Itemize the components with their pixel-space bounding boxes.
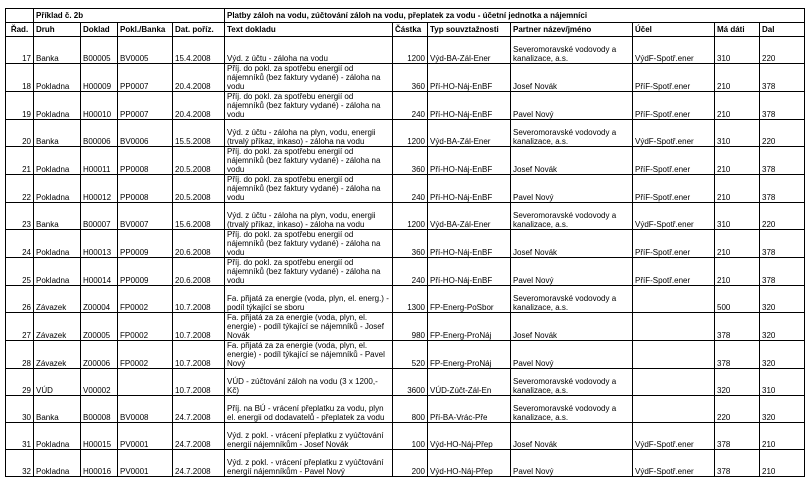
cell-partner[interactable]: Pavel Nový xyxy=(511,175,633,203)
cell-druh[interactable]: Pokladna xyxy=(34,175,81,203)
cell-druh[interactable]: Pokladna xyxy=(34,450,81,477)
cell-doklad[interactable]: Z00006 xyxy=(81,341,118,369)
cell-text-dokladu[interactable]: VÚD - zúčtování záloh na vodu (3 x 1200,- Kč) xyxy=(225,369,393,396)
cell-pokl-banka[interactable]: BV0006 xyxy=(118,120,173,147)
header-partner[interactable]: Partner název/jméno xyxy=(511,23,633,37)
cell-castka[interactable]: 3600 xyxy=(393,369,428,396)
cell-ucel[interactable]: VýdF-Spotř.ener xyxy=(633,120,715,147)
cell-dal[interactable]: 220 xyxy=(760,37,805,64)
table-row xyxy=(6,203,805,230)
cell-ma-dati[interactable]: 378 xyxy=(715,423,760,450)
cell-datum[interactable]: 10.7.2008 xyxy=(173,341,225,369)
cell-pokl-banka[interactable]: FP0002 xyxy=(118,313,173,341)
table-row xyxy=(6,450,805,477)
cell-typ-souvztaznosti[interactable]: Výd-BA-Zál-Ener xyxy=(428,203,511,230)
table-row xyxy=(6,341,805,369)
cell-rad[interactable]: 20 xyxy=(6,120,34,147)
cell-ucel[interactable] xyxy=(633,396,715,423)
cell-castka[interactable]: 360 xyxy=(393,147,428,175)
cell-castka[interactable]: 1200 xyxy=(393,120,428,147)
header-druh[interactable]: Druh xyxy=(34,23,81,37)
cell-ma-dati[interactable]: 320 xyxy=(715,369,760,396)
cell-doklad[interactable]: H00013 xyxy=(81,230,118,258)
cell-doklad[interactable]: B00008 xyxy=(81,396,118,423)
cell-rad[interactable]: 21 xyxy=(6,147,34,175)
cell-text-dokladu[interactable]: Příj. do pokl. za spotřebu energií od nájemníků (bez faktury vydané) - záloha na vodu xyxy=(225,64,393,92)
cell-rad[interactable]: 24 xyxy=(6,230,34,258)
cell-castka[interactable]: 1200 xyxy=(393,37,428,64)
cell-castka[interactable]: 200 xyxy=(393,450,428,477)
table-row xyxy=(6,175,805,203)
cell-partner[interactable]: Severomoravské vodovody a kanalizace, a.s. xyxy=(511,286,633,313)
cell-partner[interactable]: Severomoravské vodovody a kanalizace, a.s. xyxy=(511,203,633,230)
cell-datum[interactable]: 15.5.2008 xyxy=(173,120,225,147)
cell-ma-dati[interactable]: 210 xyxy=(715,147,760,175)
cell-typ-souvztaznosti[interactable]: Pří-BA-Vrác-Pře xyxy=(428,396,511,423)
header-pokl-banka[interactable]: Pokl./Banka xyxy=(118,23,173,37)
cell-partner[interactable]: Severomoravské vodovody a kanalizace, a.s. xyxy=(511,37,633,64)
cell-text-dokladu[interactable]: Fa. přijatá za za energie (voda, plyn, el. energie) - podíl týkající se nájemníků - Pavel Nový xyxy=(225,341,393,369)
table-row xyxy=(6,258,805,286)
cell-rad[interactable]: 18 xyxy=(6,64,34,92)
table-row xyxy=(6,396,805,423)
cell-rad[interactable]: 19 xyxy=(6,92,34,120)
cell-text-dokladu[interactable]: Výd. z pokl. - vrácení přeplatku z vyúčtování energií nájemníkům - Pavel Nový xyxy=(225,450,393,477)
cell-ma-dati[interactable]: 210 xyxy=(715,258,760,286)
cell-ma-dati[interactable]: 210 xyxy=(715,92,760,120)
cell-doklad[interactable]: H00009 xyxy=(81,64,118,92)
cell-text-dokladu[interactable]: Fa. přijatá za za energie (voda, plyn, el. energie) - podíl týkající se nájemníků - Josef Novák xyxy=(225,313,393,341)
cell-text-dokladu[interactable]: Výd. z účtu - záloha na plyn, vodu, energii (trvalý příkaz, inkaso) - záloha na vodu xyxy=(225,203,393,230)
cell-datum[interactable]: 20.6.2008 xyxy=(173,258,225,286)
cell-druh[interactable]: VÚD xyxy=(34,369,81,396)
cell-druh[interactable]: Pokladna xyxy=(34,258,81,286)
cell-typ-souvztaznosti[interactable]: FP-Energ-ProNáj xyxy=(428,313,511,341)
cell-ma-dati[interactable]: 310 xyxy=(715,203,760,230)
header-dal[interactable]: Dal xyxy=(760,23,805,37)
cell-partner[interactable]: Josef Novák xyxy=(511,64,633,92)
cell-ucel[interactable] xyxy=(633,286,715,313)
cell-dal[interactable]: 320 xyxy=(760,341,805,369)
cell-castka[interactable]: 1300 xyxy=(393,286,428,313)
header-castka[interactable]: Částka xyxy=(393,23,428,37)
cell-doklad[interactable]: B00007 xyxy=(81,203,118,230)
cell-pokl-banka[interactable]: PV0001 xyxy=(118,450,173,477)
cell-typ-souvztaznosti[interactable]: Výd-BA-Zál-Ener xyxy=(428,37,511,64)
table-row xyxy=(6,64,805,92)
cell-partner[interactable]: Severomoravské vodovody a kanalizace, a.s. xyxy=(511,396,633,423)
cell-castka[interactable]: 360 xyxy=(393,64,428,92)
cell-rad[interactable]: 31 xyxy=(6,423,34,450)
title-corner-cell[interactable] xyxy=(6,9,34,23)
cell-castka[interactable]: 240 xyxy=(393,175,428,203)
cell-dal[interactable]: 220 xyxy=(760,120,805,147)
example-title[interactable]: Příklad č. 2b xyxy=(34,9,225,23)
cell-partner[interactable]: Josef Novák xyxy=(511,230,633,258)
cell-castka[interactable]: 240 xyxy=(393,258,428,286)
cell-dal[interactable]: 210 xyxy=(760,450,805,477)
cell-datum[interactable]: 20.4.2008 xyxy=(173,64,225,92)
cell-ucel[interactable]: VýdF-Spotř.ener xyxy=(633,203,715,230)
cell-pokl-banka[interactable]: PP0008 xyxy=(118,147,173,175)
cell-druh[interactable]: Banka xyxy=(34,203,81,230)
cell-rad[interactable]: 27 xyxy=(6,313,34,341)
cell-text-dokladu[interactable]: Příj. do pokl. za spotřebu energií od nájemníků (bez faktury vydané) - záloha na vodu xyxy=(225,147,393,175)
cell-druh[interactable]: Závazek xyxy=(34,313,81,341)
table-row xyxy=(6,423,805,450)
cell-rad[interactable]: 23 xyxy=(6,203,34,230)
cell-partner[interactable]: Josef Novák xyxy=(511,313,633,341)
cell-ma-dati[interactable]: 378 xyxy=(715,313,760,341)
cell-dal[interactable]: 310 xyxy=(760,369,805,396)
cell-datum[interactable]: 20.5.2008 xyxy=(173,147,225,175)
header-ma-dati[interactable]: Má dáti xyxy=(715,23,760,37)
cell-doklad[interactable]: B00005 xyxy=(81,37,118,64)
cell-castka[interactable]: 240 xyxy=(393,92,428,120)
cell-doklad[interactable]: H00015 xyxy=(81,423,118,450)
cell-pokl-banka[interactable] xyxy=(118,369,173,396)
cell-rad[interactable]: 30 xyxy=(6,396,34,423)
cell-pokl-banka[interactable]: BV0008 xyxy=(118,396,173,423)
cell-doklad[interactable]: V00002 xyxy=(81,369,118,396)
cell-text-dokladu[interactable]: Výd. z pokl. - vrácení přeplatku z vyúčtování energií nájemníkům - Josef Novák xyxy=(225,423,393,450)
cell-partner[interactable]: Severomoravské vodovody a kanalizace, a.s. xyxy=(511,369,633,396)
cell-pokl-banka[interactable]: BV0005 xyxy=(118,37,173,64)
cell-dal[interactable]: 378 xyxy=(760,230,805,258)
cell-rad[interactable]: 32 xyxy=(6,450,34,477)
cell-dal[interactable]: 320 xyxy=(760,286,805,313)
cell-text-dokladu[interactable]: Příj. na BÚ - vrácení přeplatku za vodu, plyn el. energii od dodavatelů - přeplatek za vodu xyxy=(225,396,393,423)
ledger-table xyxy=(5,8,805,477)
cell-typ-souvztaznosti[interactable]: Pří-HO-Náj-EnBF xyxy=(428,64,511,92)
cell-ma-dati[interactable]: 310 xyxy=(715,120,760,147)
cell-typ-souvztaznosti[interactable]: Pří-HO-Náj-EnBF xyxy=(428,147,511,175)
cell-druh[interactable]: Pokladna xyxy=(34,147,81,175)
cell-ucel[interactable] xyxy=(633,341,715,369)
cell-datum[interactable]: 24.7.2008 xyxy=(173,450,225,477)
table-row xyxy=(6,313,805,341)
cell-druh[interactable]: Závazek xyxy=(34,286,81,313)
header-text-dokladu[interactable]: Text dokladu xyxy=(225,23,393,37)
cell-datum[interactable]: 24.7.2008 xyxy=(173,423,225,450)
header-datum[interactable]: Dat. poříz. xyxy=(173,23,225,37)
cell-castka[interactable]: 1200 xyxy=(393,203,428,230)
cell-partner[interactable]: Pavel Nový xyxy=(511,450,633,477)
cell-ma-dati[interactable]: 378 xyxy=(715,450,760,477)
cell-pokl-banka[interactable]: PP0008 xyxy=(118,175,173,203)
cell-text-dokladu[interactable]: Fa. přijatá za energie (voda, plyn, el. energ.) - podíl týkající se sboru xyxy=(225,286,393,313)
cell-ma-dati[interactable]: 210 xyxy=(715,175,760,203)
table-row xyxy=(6,92,805,120)
cell-dal[interactable]: 378 xyxy=(760,147,805,175)
cell-doklad[interactable]: Z00005 xyxy=(81,313,118,341)
cell-dal[interactable]: 320 xyxy=(760,313,805,341)
cell-partner[interactable]: Pavel Nový xyxy=(511,258,633,286)
cell-dal[interactable]: 210 xyxy=(760,423,805,450)
cell-druh[interactable]: Závazek xyxy=(34,341,81,369)
cell-dal[interactable]: 220 xyxy=(760,203,805,230)
cell-ucel[interactable]: PříF-Spotř.ener xyxy=(633,230,715,258)
title-row xyxy=(6,9,805,23)
cell-typ-souvztaznosti[interactable]: Výd-HO-Náj-Přep xyxy=(428,450,511,477)
cell-datum[interactable]: 10.7.2008 xyxy=(173,369,225,396)
table-row xyxy=(6,230,805,258)
cell-typ-souvztaznosti[interactable]: FP-Energ-PoSbor xyxy=(428,286,511,313)
spreadsheet xyxy=(5,8,805,477)
cell-ucel[interactable]: PříF-Spotř.ener xyxy=(633,258,715,286)
cell-rad[interactable]: 26 xyxy=(6,286,34,313)
cell-pokl-banka[interactable]: FP0002 xyxy=(118,341,173,369)
cell-typ-souvztaznosti[interactable]: VÚD-Zúčt-Zál-En xyxy=(428,369,511,396)
cell-datum[interactable]: 20.4.2008 xyxy=(173,92,225,120)
cell-druh[interactable]: Pokladna xyxy=(34,92,81,120)
cell-ucel[interactable] xyxy=(633,369,715,396)
cell-ma-dati[interactable]: 220 xyxy=(715,396,760,423)
cell-ucel[interactable]: PříF-Spotř.ener xyxy=(633,147,715,175)
cell-rad[interactable]: 29 xyxy=(6,369,34,396)
cell-ma-dati[interactable]: 378 xyxy=(715,341,760,369)
cell-castka[interactable]: 360 xyxy=(393,230,428,258)
cell-ucel[interactable] xyxy=(633,313,715,341)
cell-dal[interactable]: 378 xyxy=(760,92,805,120)
cell-pokl-banka[interactable]: PV0001 xyxy=(118,423,173,450)
cell-ucel[interactable]: VýdF-Spotř.ener xyxy=(633,37,715,64)
header-row xyxy=(6,23,805,37)
cell-typ-souvztaznosti[interactable]: Výd-HO-Náj-Přep xyxy=(428,423,511,450)
cell-typ-souvztaznosti[interactable]: Pří-HO-Náj-EnBF xyxy=(428,92,511,120)
cell-pokl-banka[interactable]: FP0002 xyxy=(118,286,173,313)
sheet-description[interactable]: Platby záloh na vodu, zúčtování záloh na vodu, přeplatek za vodu - účetní jednotka a nájemníci xyxy=(225,9,805,23)
cell-typ-souvztaznosti[interactable]: Pří-HO-Náj-EnBF xyxy=(428,175,511,203)
cell-doklad[interactable]: H00012 xyxy=(81,175,118,203)
cell-druh[interactable]: Pokladna xyxy=(34,64,81,92)
cell-druh[interactable]: Banka xyxy=(34,120,81,147)
cell-typ-souvztaznosti[interactable]: Pří-HO-Náj-EnBF xyxy=(428,230,511,258)
cell-druh[interactable]: Pokladna xyxy=(34,230,81,258)
cell-rad[interactable]: 25 xyxy=(6,258,34,286)
cell-druh[interactable]: Pokladna xyxy=(34,423,81,450)
table-row xyxy=(6,147,805,175)
cell-text-dokladu[interactable]: Příj. do pokl. za spotřebu energií od nájemníků (bez faktury vydané) - záloha na vodu xyxy=(225,92,393,120)
cell-doklad[interactable]: H00014 xyxy=(81,258,118,286)
cell-typ-souvztaznosti[interactable]: Pří-HO-Náj-EnBF xyxy=(428,258,511,286)
cell-pokl-banka[interactable]: PP0009 xyxy=(118,230,173,258)
cell-dal[interactable]: 378 xyxy=(760,258,805,286)
cell-ucel[interactable]: PříF-Spotř.ener xyxy=(633,92,715,120)
cell-pokl-banka[interactable]: PP0007 xyxy=(118,92,173,120)
cell-datum[interactable]: 15.6.2008 xyxy=(173,203,225,230)
header-typ-souvztaznosti[interactable]: Typ souvztažnosti xyxy=(428,23,511,37)
cell-castka[interactable]: 980 xyxy=(393,313,428,341)
cell-castka[interactable]: 100 xyxy=(393,423,428,450)
cell-partner[interactable]: Pavel Nový xyxy=(511,341,633,369)
cell-ucel[interactable]: PříF-Spotř.ener xyxy=(633,175,715,203)
cell-datum[interactable]: 20.6.2008 xyxy=(173,230,225,258)
table-row xyxy=(6,286,805,313)
cell-datum[interactable]: 10.7.2008 xyxy=(173,313,225,341)
cell-ma-dati[interactable]: 210 xyxy=(715,64,760,92)
header-ucel[interactable]: Účel xyxy=(633,23,715,37)
cell-castka[interactable]: 800 xyxy=(393,396,428,423)
cell-rad[interactable]: 17 xyxy=(6,37,34,64)
cell-partner[interactable]: Josef Novák xyxy=(511,147,633,175)
cell-text-dokladu[interactable]: Výd. z účtu - záloha na plyn, vodu, energii (trvalý příkaz, inkaso) - záloha na vodu xyxy=(225,120,393,147)
cell-ucel[interactable]: VýdF-Spotř.ener xyxy=(633,423,715,450)
table-row xyxy=(6,120,805,147)
cell-ucel[interactable]: PříF-Spotř.ener xyxy=(633,64,715,92)
cell-dal[interactable]: 378 xyxy=(760,64,805,92)
cell-typ-souvztaznosti[interactable]: Výd-BA-Zál-Ener xyxy=(428,120,511,147)
cell-datum[interactable]: 10.7.2008 xyxy=(173,286,225,313)
cell-doklad[interactable]: H00016 xyxy=(81,450,118,477)
cell-partner[interactable]: Josef Novák xyxy=(511,423,633,450)
cell-ma-dati[interactable]: 310 xyxy=(715,37,760,64)
cell-datum[interactable]: 15.4.2008 xyxy=(173,37,225,64)
cell-text-dokladu[interactable]: Příj. do pokl. za spotřebu energií od nájemníků (bez faktury vydané) - záloha na vodu xyxy=(225,258,393,286)
cell-datum[interactable]: 20.5.2008 xyxy=(173,175,225,203)
cell-text-dokladu[interactable]: Příj. do pokl. za spotřebu energií od nájemníků (bez faktury vydané) - záloha na vodu xyxy=(225,175,393,203)
header-doklad[interactable]: Doklad xyxy=(81,23,118,37)
cell-rad[interactable]: 28 xyxy=(6,341,34,369)
cell-typ-souvztaznosti[interactable]: FP-Energ-ProNáj xyxy=(428,341,511,369)
cell-doklad[interactable]: Z00004 xyxy=(81,286,118,313)
cell-partner[interactable]: Severomoravské vodovody a kanalizace, a.s. xyxy=(511,120,633,147)
cell-datum[interactable]: 24.7.2008 xyxy=(173,396,225,423)
cell-pokl-banka[interactable]: BV0007 xyxy=(118,203,173,230)
header-rad[interactable]: Řad. xyxy=(6,23,34,37)
cell-pokl-banka[interactable]: PP0007 xyxy=(118,64,173,92)
cell-doklad[interactable]: H00011 xyxy=(81,147,118,175)
table-row xyxy=(6,369,805,396)
cell-text-dokladu[interactable]: Příj. do pokl. za spotřebu energií od nájemníků (bez faktury vydané) - záloha na vodu xyxy=(225,230,393,258)
cell-castka[interactable]: 520 xyxy=(393,341,428,369)
cell-druh[interactable]: Banka xyxy=(34,396,81,423)
table-row xyxy=(6,37,805,64)
cell-rad[interactable]: 22 xyxy=(6,175,34,203)
cell-pokl-banka[interactable]: PP0009 xyxy=(118,258,173,286)
cell-druh[interactable]: Banka xyxy=(34,37,81,64)
cell-ma-dati[interactable]: 210 xyxy=(715,230,760,258)
cell-doklad[interactable]: H00010 xyxy=(81,92,118,120)
cell-dal[interactable]: 378 xyxy=(760,175,805,203)
cell-ma-dati[interactable]: 500 xyxy=(715,286,760,313)
cell-doklad[interactable]: B00006 xyxy=(81,120,118,147)
cell-partner[interactable]: Pavel Nový xyxy=(511,92,633,120)
cell-dal[interactable]: 320 xyxy=(760,396,805,423)
cell-text-dokladu[interactable]: Výd. z účtu - záloha na vodu xyxy=(225,37,393,64)
cell-ucel[interactable]: VýdF-Spotř.ener xyxy=(633,450,715,477)
